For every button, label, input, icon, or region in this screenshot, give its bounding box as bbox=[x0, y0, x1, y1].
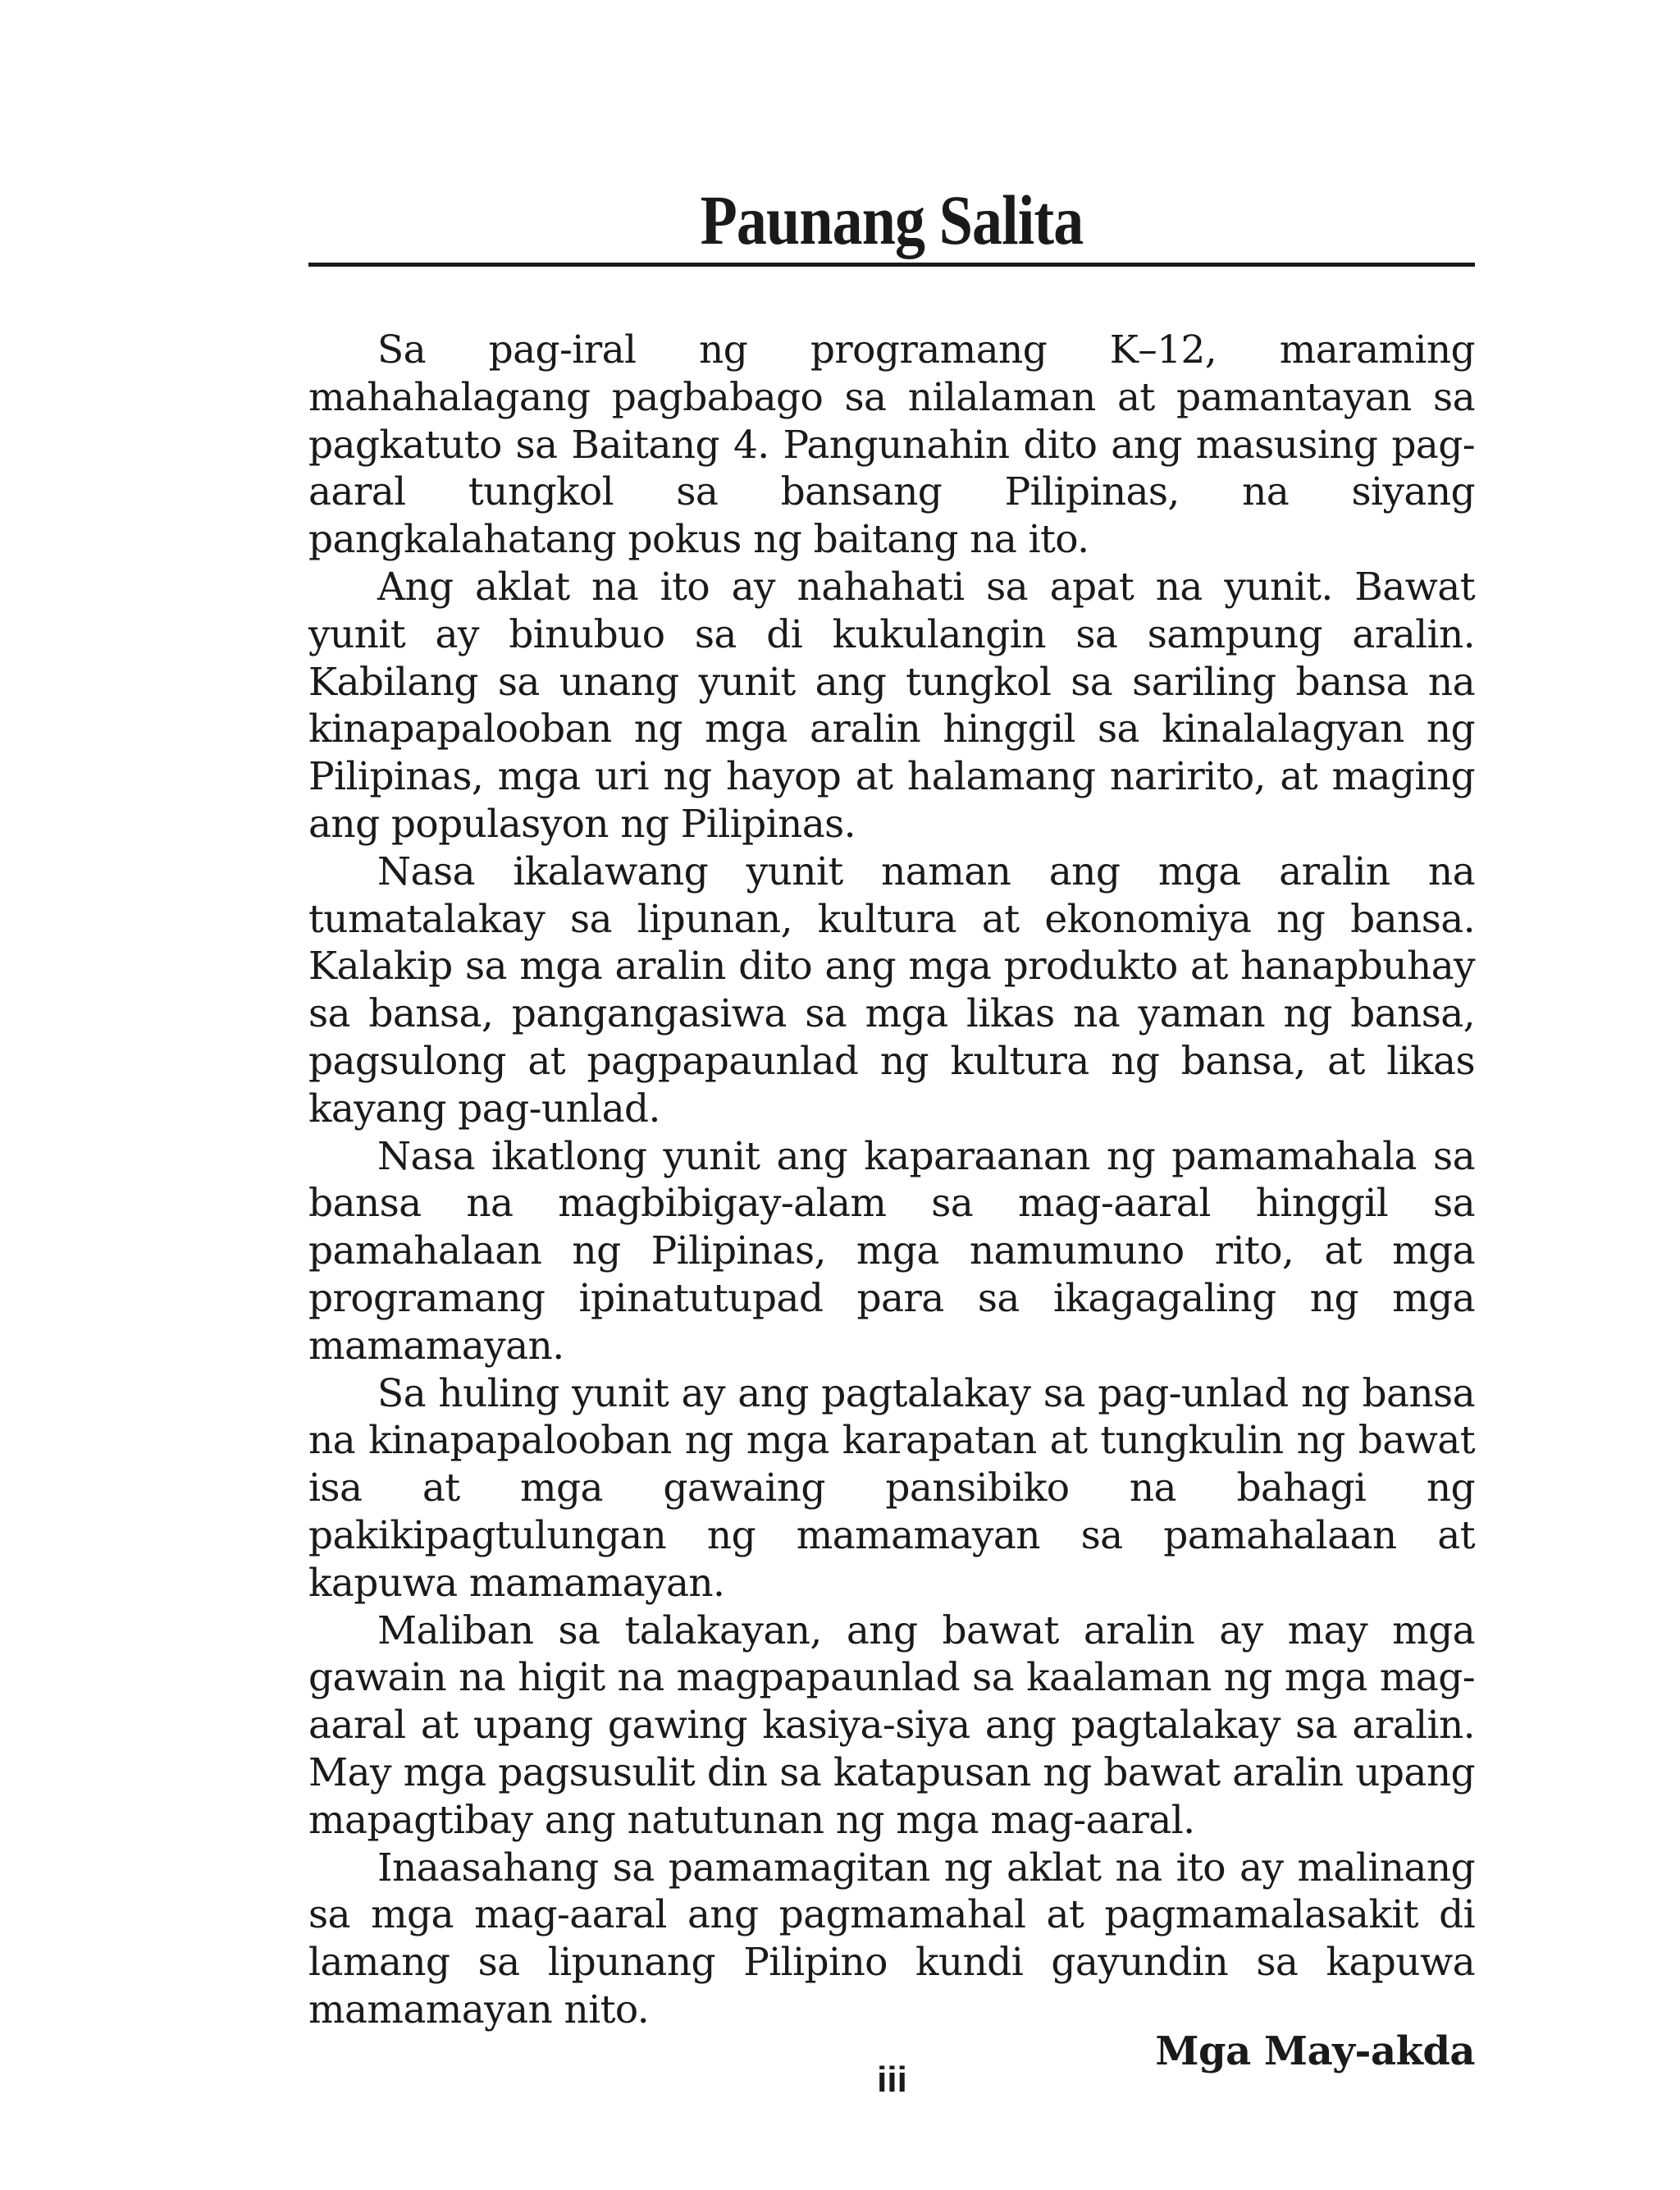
paragraph-4: Nasa ikatlong yunit ang kaparaanan ng pamamahala sa bansa na magbibigay-alam sa mag-aaral hinggil sa pamahalaan ng Pilipinas, mga namumuno rito, at mga programang ipinatutupad para sa ikagagaling ng mga mamamayan. bbox=[308, 1133, 1475, 1369]
preface-body bbox=[308, 327, 1475, 2034]
page-number: iii bbox=[877, 2060, 907, 2100]
paragraph-2: Ang aklat na ito ay nahahati sa apat na yunit. Bawat yunit ay binubuo sa di kukulangin sa sampung aralin. Kabilang sa unang yunit ang tungkol sa sariling bansa na kinapapalooban ng mga aralin hinggil sa kinalalagyan ng Pilipinas, mga uri ng hayop at halamang naririto, at maging ang populasyon ng Pilipinas. bbox=[308, 564, 1475, 847]
paragraph-1: Sa pag-iral ng programang K–12, maraming mahahalagang pagbabago sa nilalaman at pamantayan sa pagkatuto sa Baitang 4. Pangunahin dito ang masusing pag-aaral tungkol sa bansang Pilipinas, na siyang pangkalahatang pokus ng baitang na ito. bbox=[308, 327, 1475, 563]
title-underline bbox=[308, 263, 1475, 267]
author-signature: Mga May-akda bbox=[1155, 2028, 1475, 2074]
paragraph-6: Maliban sa talakayan, ang bawat aralin ay may mga gawain na higit na magpapaunlad sa kaalaman ng mga mag-aaral at upang gawing kasiya-siya ang pagtalakay sa aralin. May mga pagsusulit din sa katapusan ng bawat aralin upang mapagtibay ang natutunan ng mga mag-aaral. bbox=[308, 1607, 1475, 1843]
paragraph-5: Sa huling yunit ay ang pagtalakay sa pag-unlad ng bansa na kinapapalooban ng mga karapatan at tungkulin ng bawat isa at mga gawaing pansibiko na bahagi ng pakikipagtulungan ng mamamayan sa pamahalaan at kapuwa mamamayan. bbox=[308, 1370, 1475, 1606]
paragraph-3: Nasa ikalawang yunit naman ang mga aralin na tumatalakay sa lipunan, kultura at ekonomiya ng bansa. Kalakip sa mga aralin dito ang mga produkto at hanapbuhay sa bansa, pangangasiwa sa mga likas na yaman ng bansa, pagsulong at pagpapaunlad ng kultura ng bansa, at likas kayang pag-unlad. bbox=[308, 848, 1475, 1132]
page-title: Paunang Salita bbox=[700, 181, 1084, 259]
paragraph-7: Inaasahang sa pamamagitan ng aklat na ito ay malinang sa mga mag-aaral ang pagmamahal at pagmamalasakit di lamang sa lipunang Pilipino kundi gayundin sa kapuwa mamamayan nito. bbox=[308, 1845, 1475, 2032]
